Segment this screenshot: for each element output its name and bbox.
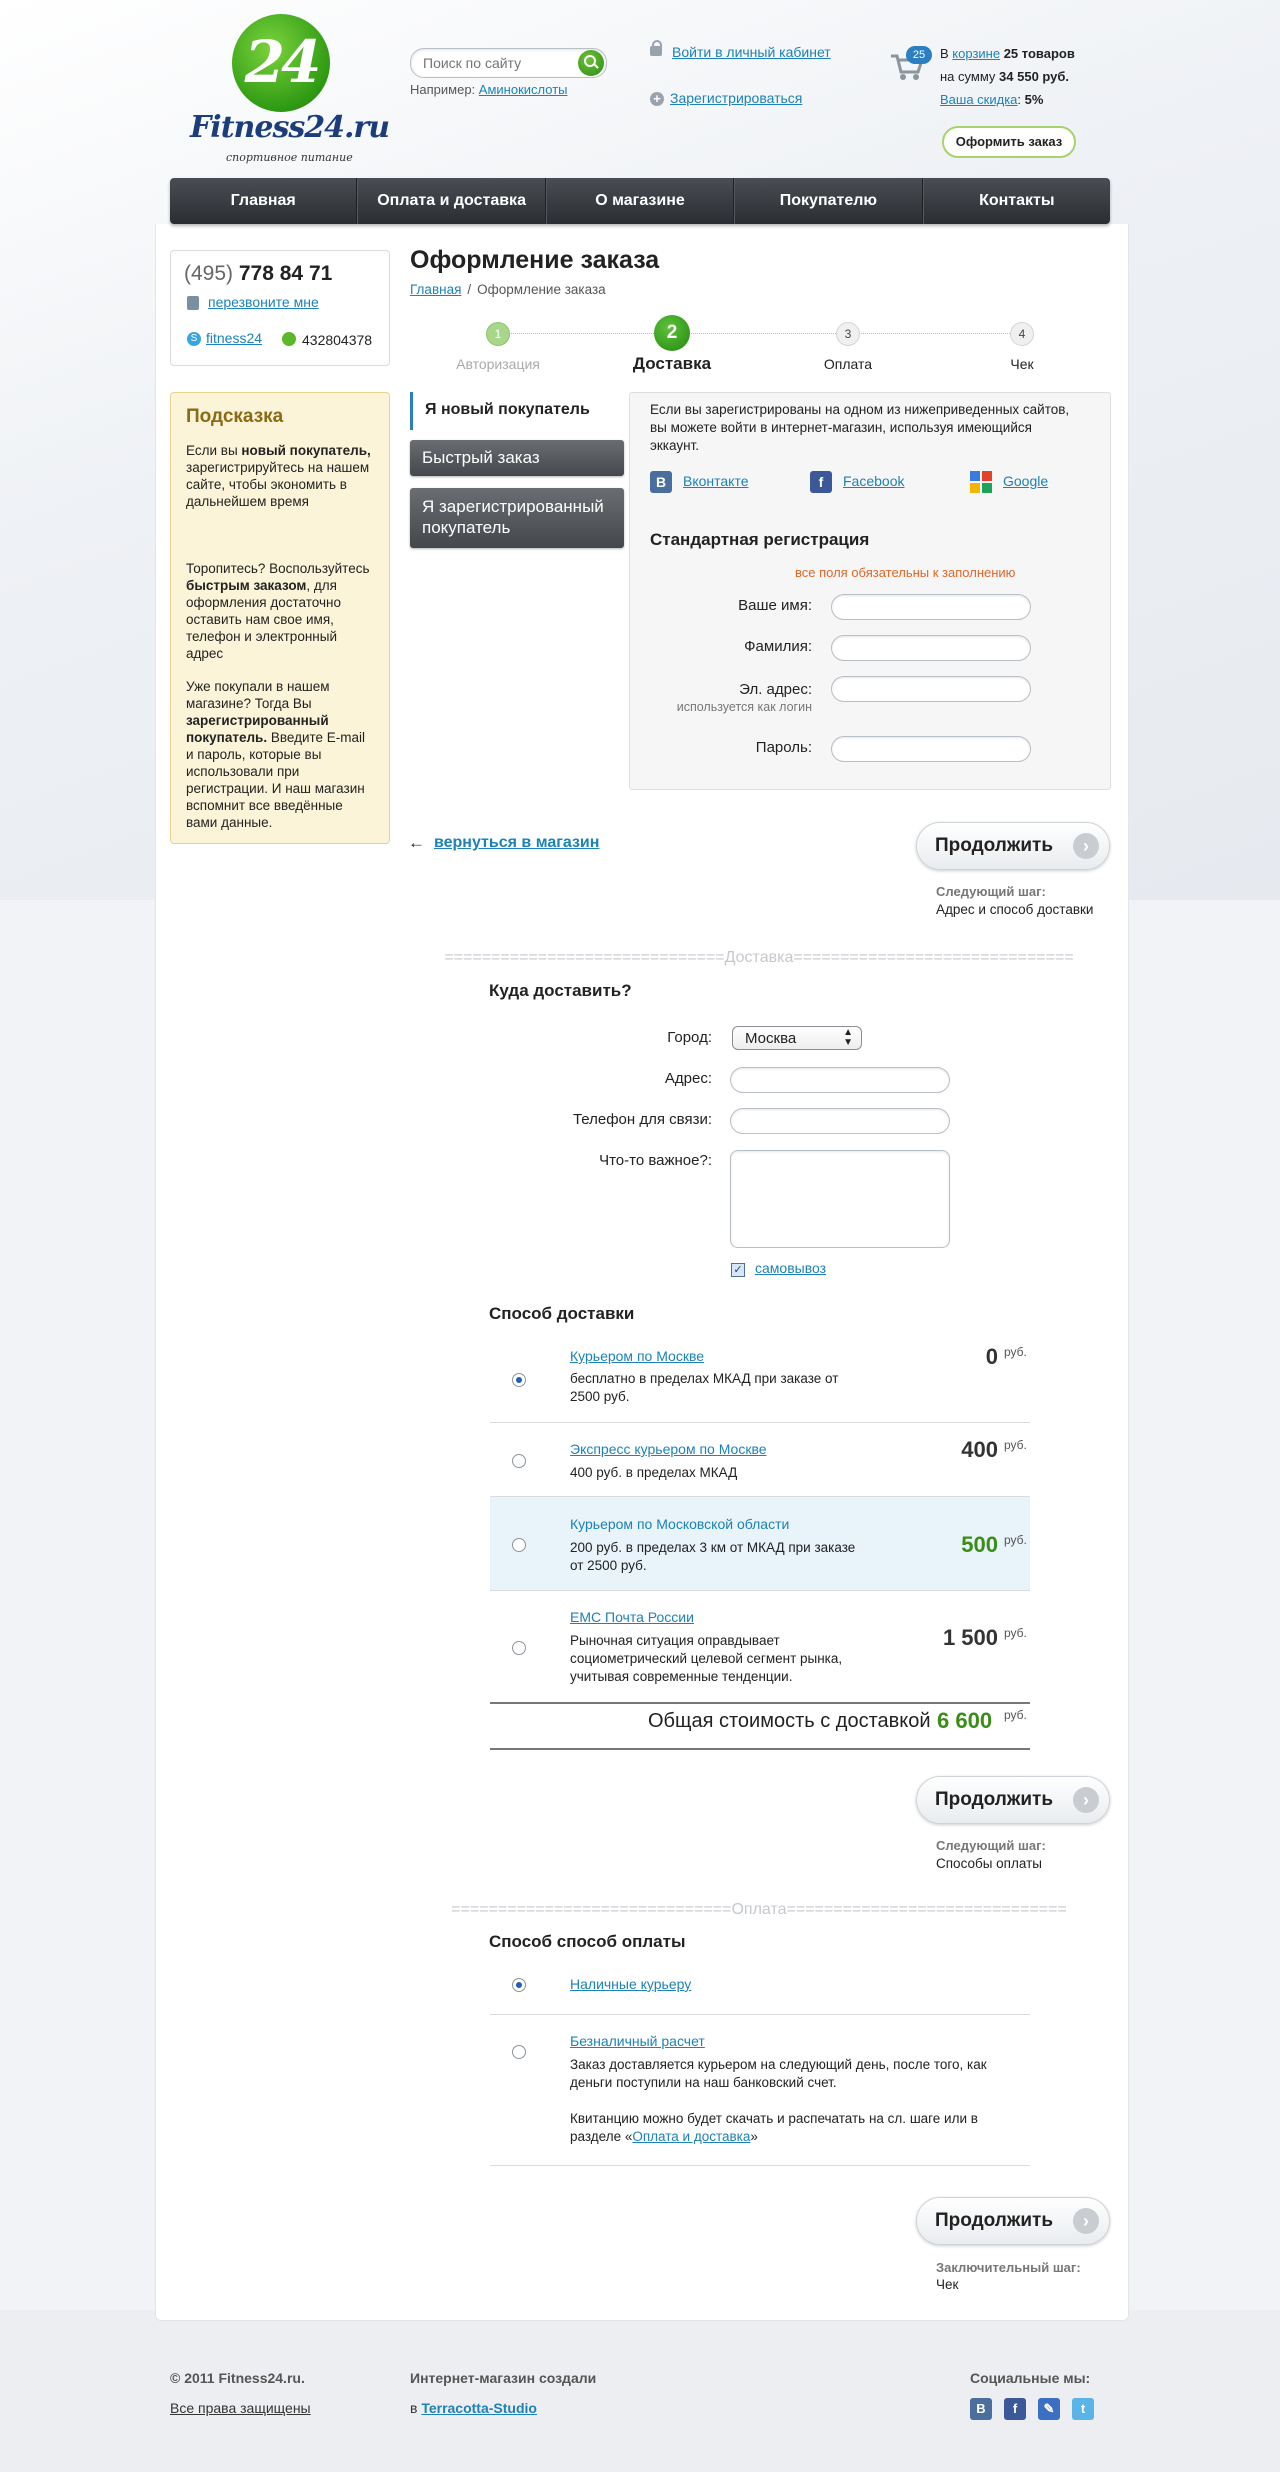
vkontakte-login-link[interactable]: Вконтакте	[683, 473, 749, 489]
pickup-link[interactable]: самовывоз	[755, 1260, 827, 1276]
hint-bold: новый покупатель,	[241, 443, 371, 458]
callback-link[interactable]: перезвоните мне	[208, 294, 319, 310]
final-step-value: Чек	[936, 2277, 959, 2292]
social-login-note: Если вы зарегистрированы на одном из нижеприведенных сайтов, вы можете войти в интернет-магазин, используя имеющийся эккаунт.	[650, 402, 1070, 453]
facebook-icon[interactable]: f	[1004, 2398, 1026, 2420]
surname-field[interactable]	[831, 635, 1031, 661]
city-select[interactable]	[732, 1026, 862, 1050]
shipping-option-2-name[interactable]: Экспресс курьером по Москве	[570, 1441, 767, 1457]
hint-bold: быстрым заказом	[186, 578, 307, 593]
next-step-label: Следующий шаг:	[936, 884, 1046, 899]
next-step-value: Способы оплаты	[936, 1856, 1042, 1871]
hint-paragraph-quick	[186, 560, 376, 662]
arrow-right-icon: ›	[1073, 2208, 1099, 2234]
hint-text: Уже покупали в нашем магазине? Тогда Вы	[186, 679, 330, 711]
password-field[interactable]	[831, 736, 1031, 762]
surname-label: Фамилия:	[744, 638, 812, 655]
total-value: 6 600	[937, 1708, 993, 1733]
logo-text: Fitness24.ru	[190, 110, 390, 145]
shipping-option-4-desc: Рыночная ситуация оправдывает социометрический целевой сегмент рынка, учитывая современные тенденции.	[570, 1633, 843, 1684]
currency-label: руб.	[1004, 1533, 1027, 1547]
search-icon[interactable]	[578, 50, 604, 76]
rights-link[interactable]: Все права защищены	[170, 2400, 311, 2416]
search-example	[410, 82, 568, 97]
email-hint: используется как логин	[676, 700, 812, 714]
vkontakte-icon[interactable]: В	[970, 2398, 992, 2420]
facebook-login-link[interactable]: Facebook	[843, 473, 905, 489]
search-input[interactable]	[421, 54, 575, 72]
arrow-right-icon: ›	[1073, 1787, 1099, 1813]
search-box	[410, 48, 607, 78]
logo-tagline: спортивное питание	[226, 151, 353, 164]
login-link[interactable]: Войти в личный кабинет	[672, 44, 831, 60]
nav-about[interactable]: О магазине	[546, 178, 734, 224]
step-3-label: Оплата	[823, 356, 873, 372]
shipping-option-2-price: 400	[961, 1437, 998, 1462]
step-2-label: Доставка	[632, 354, 712, 373]
nav-payment-delivery[interactable]: Оплата и доставка	[357, 178, 545, 224]
hint-paragraph-new	[186, 442, 376, 510]
breadcrumb-home[interactable]: Главная	[410, 282, 462, 297]
continue-button-delivery[interactable]	[916, 1776, 1110, 1824]
shipping-option-1-name[interactable]: Курьером по Москве	[570, 1348, 705, 1364]
step-1-label: Авторизация	[456, 356, 540, 372]
google-login-link[interactable]: Google	[1003, 473, 1049, 489]
hint-text: Если вы	[186, 443, 242, 458]
phone-main: 778 84 71	[238, 262, 333, 285]
livejournal-icon[interactable]: ✎	[1038, 2398, 1060, 2420]
phone-icon	[187, 296, 199, 310]
cart-link[interactable]: корзине	[952, 46, 1001, 61]
tab-new-customer[interactable]: Я новый покупатель	[410, 392, 628, 430]
select-arrows-icon: ▲ ▼	[843, 1027, 853, 1048]
receipt-text: Квитанцию можно будет скачать и распечатать на сл. шаге или в разделе «	[570, 2111, 978, 2144]
step-4-indicator: 4	[1010, 322, 1034, 346]
hint-text: Торопитесь? Воспользуйтесь	[186, 561, 370, 576]
total-label: Общая стоимость с доставкой	[648, 1710, 931, 1732]
search-example-label: Например:	[410, 82, 476, 97]
email-label: Эл. адрес:	[739, 681, 812, 698]
created-in: в	[410, 2400, 418, 2416]
breadcrumb-current: Оформление заказа	[477, 282, 606, 297]
currency-label: руб.	[1004, 1626, 1027, 1640]
comment-textarea[interactable]	[730, 1150, 950, 1248]
currency-label: руб.	[1004, 1708, 1027, 1722]
created-by-label: Интернет-магазин создали	[410, 2370, 597, 2386]
step-4-label: Чек	[1010, 356, 1034, 372]
city-value: Москва	[745, 1030, 797, 1047]
skype-link[interactable]: fitness24	[206, 330, 263, 346]
created-by	[410, 2400, 537, 2416]
nav-contacts[interactable]: Контакты	[923, 178, 1110, 224]
password-label: Пароль:	[755, 739, 812, 756]
delivery-where-title: Куда доставить?	[489, 981, 632, 1000]
step-1-indicator: 1	[486, 322, 510, 346]
shipping-radio-4[interactable]	[512, 1641, 526, 1655]
tab-quick-order[interactable]: Быстрый заказ	[410, 440, 624, 476]
phone-field[interactable]	[730, 1108, 950, 1134]
register-link[interactable]: Зарегистрироваться	[670, 90, 803, 106]
discount-value: 5%	[1024, 92, 1044, 107]
tab-registered-customer[interactable]: Я зарегистрированный покупатель	[410, 488, 624, 548]
step-3-indicator: 3	[836, 322, 860, 346]
payment-radio-cash[interactable]	[512, 1978, 526, 1992]
pickup-checkbox[interactable]: ✓	[731, 1263, 745, 1277]
arrow-right-icon: ›	[1073, 833, 1099, 859]
receipt-text-end: »	[750, 2129, 758, 2144]
continue-button-auth[interactable]	[916, 822, 1110, 870]
delivery-method-title: Способ доставки	[489, 1304, 635, 1323]
hint-paragraph-registered	[186, 678, 376, 831]
page-title: Оформление заказа	[410, 246, 660, 274]
payment-radio-cashless[interactable]	[512, 2045, 526, 2059]
delivery-divider: ==============================Доставка==============================	[444, 949, 1074, 966]
twitter-icon[interactable]: t	[1072, 2398, 1094, 2420]
next-step-label: Следующий шаг:	[936, 1838, 1046, 1853]
cart-summary: В корзине 25 товаров на сумму 34 550 руб. Ваша скидка: 5%	[940, 46, 1075, 107]
shipping-option-3-desc: 200 руб. в пределах 3 км от МКАД при заказе от 2500 руб.	[570, 1540, 856, 1573]
shipping-option-4-name[interactable]: ЕМС Почта России	[570, 1609, 694, 1625]
steps-line	[496, 333, 1022, 335]
shipping-option-2-desc: 400 руб. в пределах МКАД	[570, 1465, 738, 1480]
payment-cash-link[interactable]: Наличные курьеру	[570, 1976, 692, 1992]
important-label: Что-то важное?:	[599, 1152, 712, 1169]
copyright: © 2011 Fitness24.ru.	[170, 2370, 305, 2386]
payment-cashless-desc: Заказ доставляется курьером на следующий день, после того, как деньги поступили на наш банковский счет.	[570, 2057, 987, 2090]
shipping-radio-1[interactable]	[512, 1373, 526, 1387]
shipping-radio-3[interactable]	[512, 1538, 526, 1552]
phone-number	[184, 262, 332, 286]
final-step-label: Заключительный шаг:	[936, 2260, 1081, 2275]
hint-bold: зарегистрированный покупатель.	[186, 713, 329, 745]
nav-customers[interactable]: Покупателю	[734, 178, 922, 224]
breadcrumb-separator: /	[467, 282, 472, 297]
cart-badge: 25	[906, 46, 932, 64]
google-icon	[970, 471, 992, 493]
hint-title: Подсказка	[186, 406, 284, 427]
studio-link[interactable]: Terracotta-Studio	[421, 2400, 537, 2416]
main-nav	[170, 178, 1110, 224]
social-label: Социальные мы:	[970, 2370, 1091, 2386]
continue-label: Продолжить	[935, 1789, 1054, 1810]
standard-registration-title: Стандартная регистрация	[650, 530, 870, 549]
hint-text: зарегистрируйтесь на нашем сайте, чтобы экономить в дальнейшем время	[186, 460, 370, 509]
currency-label: руб.	[1004, 1438, 1027, 1452]
cart-in: В	[940, 46, 949, 61]
payment-cashless-link[interactable]: Безналичный расчет	[570, 2033, 705, 2049]
cart-sum: 34 550 руб.	[999, 69, 1070, 84]
icq-number: 432804378	[302, 332, 373, 348]
shipping-option-1-price: 0	[985, 1344, 998, 1369]
email-field[interactable]	[831, 676, 1031, 702]
shipping-radio-2[interactable]	[512, 1454, 526, 1468]
nav-home[interactable]: Главная	[170, 178, 357, 224]
discount-link[interactable]: Ваша скидка	[940, 92, 1018, 107]
payment-method-title: Способ способ оплаты	[489, 1932, 686, 1951]
search-example-link[interactable]: Аминокислоты	[478, 82, 568, 97]
address-label: Адрес:	[664, 1070, 712, 1087]
logo[interactable]	[190, 14, 390, 164]
payment-divider: ==============================Оплата==============================	[451, 1901, 1067, 1918]
breadcrumb	[410, 282, 606, 297]
hint-text: , для оформления достаточно оставить нам свое имя, телефон и электронный адрес	[186, 578, 341, 661]
continue-button-payment[interactable]	[916, 2197, 1110, 2245]
shipping-option-4-price: 1 500	[942, 1625, 998, 1650]
back-arrow-icon: ←	[408, 833, 425, 852]
logo-number: 24	[244, 28, 318, 96]
payment-delivery-link[interactable]: Оплата и доставка	[632, 2129, 751, 2144]
skype-icon: S	[187, 332, 201, 346]
shipping-option-1-desc: бесплатно в пределах МКАД при заказе от 2500 руб.	[570, 1371, 839, 1404]
cart-sum-label: на сумму	[940, 69, 996, 84]
plus-icon: +	[650, 92, 664, 106]
back-to-shop-link[interactable]: вернуться в магазин	[434, 834, 600, 851]
name-field[interactable]	[831, 594, 1031, 620]
name-label: Ваше имя:	[738, 597, 812, 614]
continue-label: Продолжить	[935, 2210, 1054, 2231]
step-2-indicator: 2	[654, 315, 690, 351]
phone-label: Телефон для связи:	[572, 1111, 712, 1128]
icq-icon	[282, 332, 296, 346]
footer-background	[0, 2310, 1280, 2472]
vkontakte-icon: В	[650, 471, 672, 493]
checkout-button[interactable]: Оформить заказ	[942, 126, 1076, 158]
shipping-option-3-name[interactable]: Курьером по Московской области	[570, 1516, 790, 1532]
next-step-value: Адрес и способ доставки	[936, 902, 1094, 917]
currency-label: руб.	[1004, 1345, 1027, 1359]
lock-icon	[650, 46, 662, 56]
phone-code: (495)	[184, 262, 234, 285]
address-field[interactable]	[730, 1067, 950, 1093]
hint-text: Введите E-mail и пароль, которые вы использовали при регистрации. И наш магазин вспомнит все введённые вами данные.	[186, 730, 366, 830]
continue-label: Продолжить	[935, 835, 1054, 856]
cart-items: 25 товаров	[1003, 46, 1075, 61]
shipping-option-3-price: 500	[961, 1532, 998, 1557]
city-label: Город:	[667, 1029, 712, 1046]
required-note: все поля обязательны к заполнению	[795, 565, 1016, 580]
facebook-icon: f	[810, 471, 832, 493]
payment-receipt-note	[570, 2110, 990, 2146]
